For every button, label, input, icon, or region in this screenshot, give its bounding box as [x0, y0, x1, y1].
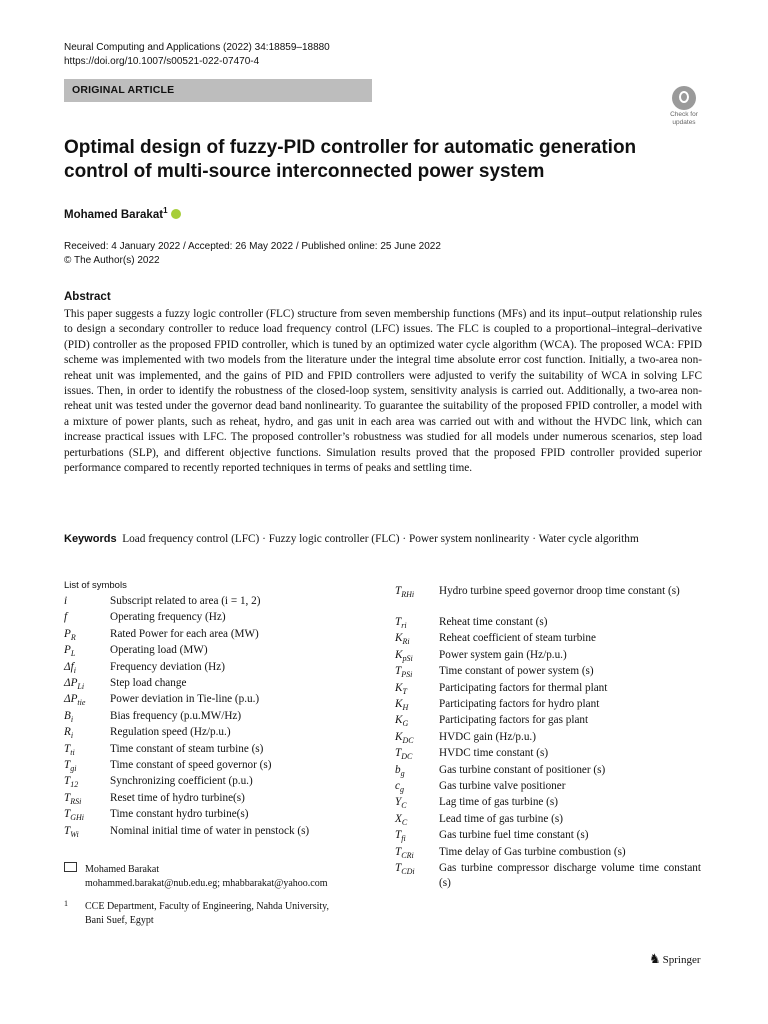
symbol: $c_g$: [395, 780, 404, 795]
author-affiliation-mark: 1: [163, 206, 168, 215]
journal-citation: Neural Computing and Applications (2022) 34:18859–18880: [64, 42, 330, 53]
abstract-heading: Abstract: [64, 291, 111, 303]
symbol: $K_T$: [395, 681, 407, 696]
symbol-definition: Reheat coefficient of steam turbine: [439, 632, 596, 645]
symbol: $K_H$: [395, 698, 409, 713]
symbol-definition: Gas turbine compressor discharge volume time constant (s): [439, 862, 701, 889]
symbol-definition: Power deviation in Tie-line (p.u.): [110, 693, 260, 706]
symbol: $R_i$: [64, 726, 74, 741]
symbol-definition: Time constant of steam turbine (s): [110, 742, 264, 755]
corresponding-emails[interactable]: mohammed.barakat@nub.edu.eg; mhabbarakat@yahoo.com: [85, 878, 328, 889]
affiliation-number: 1: [64, 899, 68, 908]
symbol-definition: Bias frequency (p.u.MW/Hz): [110, 709, 242, 722]
check-updates-line2: updates: [672, 119, 696, 126]
symbol: $K_G$: [395, 714, 409, 729]
symbol: i: [64, 595, 68, 607]
article-type-label: ORIGINAL ARTICLE: [72, 84, 175, 96]
check-for-updates-badge[interactable]: [664, 86, 704, 124]
symbol-definition: Step load change: [110, 677, 187, 689]
symbol: $T_{ri}$: [395, 616, 407, 631]
copyright-line: © The Author(s) 2022: [64, 255, 160, 266]
symbol: $T_{RSi}$: [64, 791, 82, 807]
symbol-definition: Rated Power for each area (MW): [110, 627, 259, 640]
affiliation-line1: CCE Department, Faculty of Engineering, Nahda University,: [85, 901, 330, 912]
symbol: $\Delta f_i$: [64, 660, 76, 675]
symbol: $\Delta P_{tie}$: [64, 693, 86, 708]
keywords-label: Keywords: [64, 533, 117, 545]
symbol-definition: Synchronizing coefficient (p.u.): [110, 775, 253, 788]
symbol-definition: Time delay of Gas turbine combustion (s): [439, 845, 626, 858]
symbol: $T_{gi}$: [64, 759, 77, 774]
check-updates-icon: [672, 86, 696, 110]
symbol-definition: Lead time of gas turbine (s): [439, 812, 563, 825]
symbol: $\Delta P_{Li}$: [64, 677, 85, 692]
symbol-definition: Power system gain (Hz/p.u.): [439, 648, 567, 661]
symbol-definition: Operating frequency (Hz): [110, 611, 226, 624]
symbol-definition: Frequency deviation (Hz): [110, 660, 225, 673]
symbol-definition: Subscript related to area (i = 1, 2): [110, 595, 261, 607]
check-updates-line1: Check for: [670, 111, 698, 118]
symbol-definition: Reset time of hydro turbine(s): [110, 791, 245, 804]
author-line: [64, 206, 181, 221]
springer-horse-icon: ♞: [649, 951, 661, 966]
symbol: $T_{fi}$: [395, 829, 406, 844]
affiliation-line2: Bani Suef, Egypt: [85, 915, 154, 926]
symbol: $K_{pSi}$: [395, 648, 413, 664]
symbol-definition: Time constant hydro turbine(s): [110, 808, 249, 821]
symbols-heading: List of symbols: [64, 580, 127, 591]
keywords-text: Load frequency control (LFC) · Fuzzy logic controller (FLC) · Power system nonlinearity · Water cycle algorithm: [122, 533, 639, 545]
symbol: $T_{12}$: [64, 775, 79, 790]
abstract-text: This paper suggests a fuzzy logic controller (FLC) structure from seven membership functions (MFs) and its input–output relationship rules to design a secondary controller to reduce load frequency control (LFC) issues. The FLC is coupled to a proportional–integral–derivative (PID) controller as the proposed FPID controller, which is tuned by an optimized water cycle algorithm (WCA). The proposed WCA: FPID scheme was implemented with two models from the literature under the integral time absolute error cost function. Initially, a two-area non-reheat unit was implemented, and the gains of PID and FPID controllers were adjusted to verify the suitability of WCA in solving LFC issues. Then, in order to identify the robustness of the closed-loop system, sensitivity analysis is carried out. Additionally, a two-area non-reheat unit was tested under the governor dead band nonlinearity. To guarantee the suitability of the proposed FPID controller, a model with a mixture of power plants, such as reheat, hydro, and gas unit in each area was carried out with and without the HVDC link, which can increase practical issues with LFC. The proposed controller’s robustness was studied for all models under numerous scenarios, step load perturbations (SLP), and different objective functions. Simulation results proved that the proposed FPID controller provided superior performance compared to recently reported techniques in terms of peaks and settling time.: [64, 308, 702, 475]
article-type-banner: [64, 79, 372, 102]
symbol: $T_{CRi}$: [395, 845, 414, 860]
symbol: $b_g$: [395, 763, 405, 778]
article-title: Optimal design of fuzzy-PID controller for automatic generation control of multi-source interconnected power system: [64, 137, 637, 182]
symbol-definition: HVDC time constant (s): [439, 747, 549, 760]
symbol: $X_C$: [395, 812, 408, 828]
symbol-definition: Gas turbine constant of positioner (s): [439, 763, 606, 776]
symbol-definition: Gas turbine fuel time constant (s): [439, 829, 589, 842]
symbol: $P_L$: [64, 644, 76, 659]
publication-dates: Received: 4 January 2022 / Accepted: 26 May 2022 / Published online: 25 June 2022: [64, 241, 441, 252]
symbol-definition: Time constant of speed governor (s): [110, 759, 272, 771]
affiliation: [64, 900, 329, 928]
symbol-definition: Regulation speed (Hz/p.u.): [110, 726, 231, 739]
symbol: $T_{CDi}$: [395, 862, 415, 877]
symbol-definition: Operating load (MW): [110, 644, 208, 657]
symbol: $T_{ti}$: [64, 742, 75, 757]
symbol: $P_R$: [64, 627, 76, 643]
keywords-line: [64, 531, 702, 547]
symbol-definition: Reheat time constant (s): [439, 616, 548, 628]
symbol-definition: HVDC gain (Hz/p.u.): [439, 730, 536, 743]
doi-link[interactable]: https://doi.org/10.1007/s00521-022-07470-4: [64, 56, 260, 67]
envelope-icon: [64, 862, 77, 872]
publisher-logo: [649, 951, 701, 967]
symbol: $T_{PSi}$: [395, 665, 413, 680]
symbol-definition: Participating factors for hydro plant: [439, 698, 600, 710]
symbol-definition: Lag time of gas turbine (s): [439, 796, 558, 809]
symbol: $T_{GHi}$: [64, 808, 85, 823]
publisher-name: Springer: [662, 954, 701, 966]
corresponding-author: [64, 862, 328, 891]
symbol: $T_{Wi}$: [64, 824, 79, 839]
corresponding-name: Mohamed Barakat: [85, 864, 160, 875]
symbol: $K_{DC}$: [395, 730, 414, 746]
symbol: $K_{Ri}$: [395, 632, 410, 647]
symbol-definition: Participating factors for gas plant: [439, 714, 589, 727]
symbol-definition: Participating factors for thermal plant: [439, 681, 608, 694]
symbol-definition: Hydro turbine speed governor droop time constant (s): [439, 585, 680, 597]
symbol-definition: Nominal initial time of water in penstock (s): [110, 824, 310, 837]
symbol: f: [64, 611, 68, 624]
author-name[interactable]: Mohamed Barakat: [64, 208, 164, 221]
symbol-definition: Time constant of power system (s): [439, 665, 594, 678]
symbol-definition: Gas turbine valve positioner: [439, 780, 566, 792]
symbol: $T_{RHi}$: [395, 585, 415, 600]
symbol: $Y_C$: [395, 796, 407, 811]
symbol: $T_{DC}$: [395, 747, 413, 762]
symbol: $B_i$: [64, 709, 74, 725]
orcid-icon[interactable]: [171, 209, 181, 219]
